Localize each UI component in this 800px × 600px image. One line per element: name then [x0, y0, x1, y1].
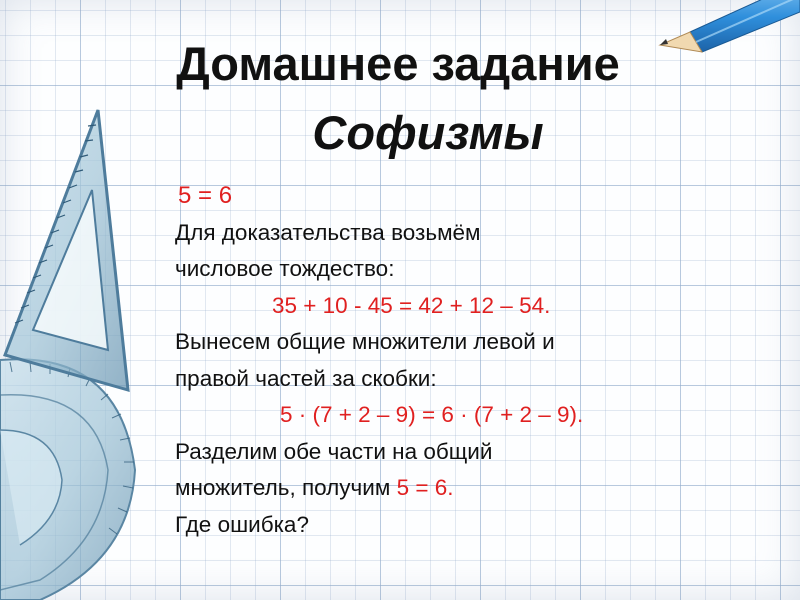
protractor-icon	[0, 359, 135, 600]
identity-equation: 35 + 10 - 45 = 42 + 12 – 54.	[272, 292, 551, 318]
factored-equation: 5 · (7 + 2 – 9) = 6 · (7 + 2 – 9).	[280, 402, 584, 427]
text-line: числовое тождество:	[175, 256, 395, 281]
page-subtitle: Софизмы	[312, 106, 544, 159]
text-line: правой частей за скобки:	[175, 365, 437, 391]
result-equation: 5 = 6.	[396, 475, 454, 500]
question-line: Где ошибка?	[175, 511, 309, 537]
text-line	[175, 470, 775, 507]
text-fragment: множитель, получим	[175, 475, 391, 500]
claim-equation: 5 = 6	[178, 182, 233, 209]
text-line: Разделим обе части на общий	[175, 438, 493, 464]
sophism-body	[175, 178, 775, 543]
text-line: Для доказательства возьмём	[175, 219, 481, 245]
text-line: Вынесем общие множители левой и	[175, 329, 555, 354]
page-title: Домашнее задание	[176, 37, 620, 90]
